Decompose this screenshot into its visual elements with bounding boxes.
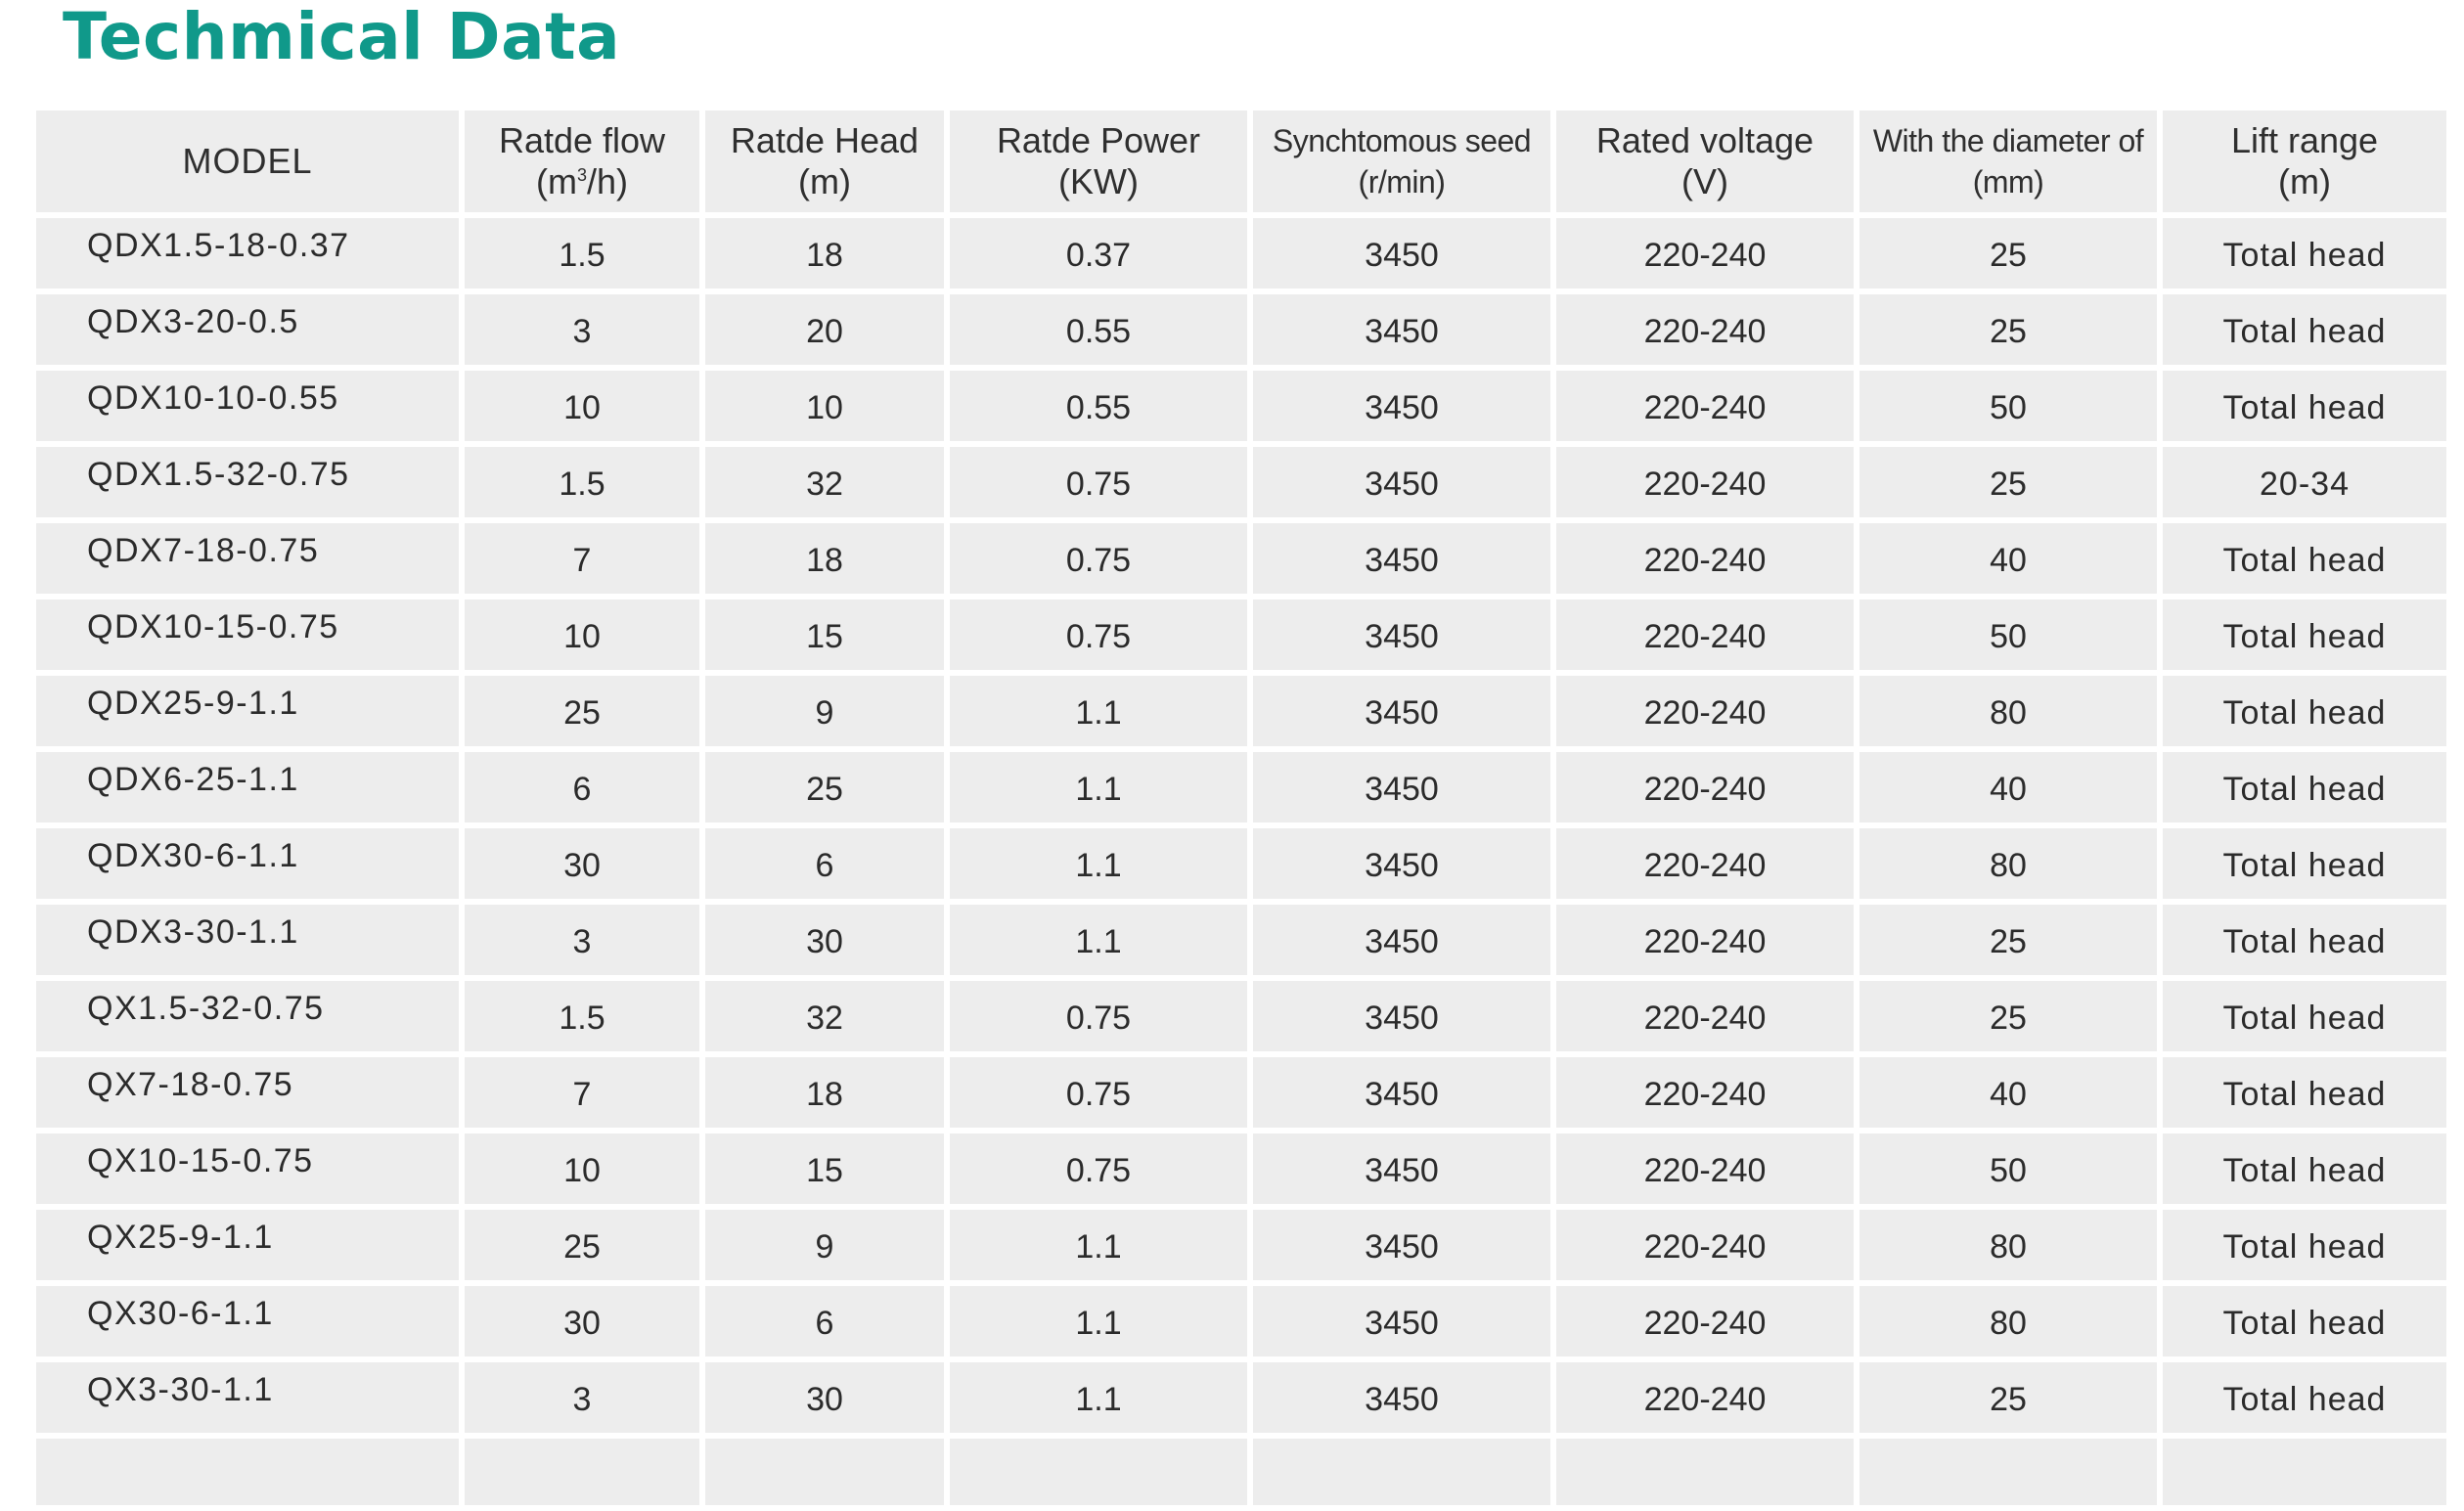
cell-flow: 30 — [465, 828, 699, 899]
header-flow-unit-post: /h) — [586, 161, 628, 201]
cell-model: QX1.5-32-0.75 — [36, 981, 459, 1051]
empty-cell — [1253, 1439, 1550, 1505]
cell-diameter: 25 — [1859, 294, 2157, 365]
cell-voltage: 220-240 — [1556, 371, 1854, 441]
cell-power: 0.75 — [950, 1057, 1247, 1128]
cell-voltage: 220-240 — [1556, 523, 1854, 594]
cell-head: 10 — [705, 371, 944, 441]
cell-voltage: 220-240 — [1556, 676, 1854, 746]
cell-diameter: 80 — [1859, 1210, 2157, 1280]
cell-model: QDX3-30-1.1 — [36, 905, 459, 975]
table-row — [36, 828, 2446, 899]
cell-lift: Total head — [2163, 523, 2446, 594]
cell-flow: 10 — [465, 600, 699, 670]
cell-speed: 3450 — [1253, 676, 1550, 746]
table-row-empty — [36, 1439, 2446, 1505]
cell-voltage: 220-240 — [1556, 294, 1854, 365]
cell-power: 0.75 — [950, 981, 1247, 1051]
cell-model: QDX7-18-0.75 — [36, 523, 459, 594]
cell-lift: 20-34 — [2163, 447, 2446, 517]
cell-flow: 3 — [465, 905, 699, 975]
cell-model: QDX25-9-1.1 — [36, 676, 459, 746]
table-row — [36, 676, 2446, 746]
cell-voltage: 220-240 — [1556, 1286, 1854, 1356]
cell-speed: 3450 — [1253, 1057, 1550, 1128]
cell-head: 30 — [705, 1362, 944, 1433]
cell-diameter: 80 — [1859, 1286, 2157, 1356]
cell-speed: 3450 — [1253, 1210, 1550, 1280]
header-lift-label: Lift range — [2230, 120, 2379, 160]
cell-flow: 1.5 — [465, 447, 699, 517]
cell-lift: Total head — [2163, 1286, 2446, 1356]
cell-lift: Total head — [2163, 294, 2446, 365]
cell-power: 1.1 — [950, 752, 1247, 822]
cell-voltage: 220-240 — [1556, 1210, 1854, 1280]
cell-model: QX30-6-1.1 — [36, 1286, 459, 1356]
cell-lift: Total head — [2163, 752, 2446, 822]
table-row — [36, 1286, 2446, 1356]
cell-speed: 3450 — [1253, 828, 1550, 899]
cell-diameter: 25 — [1859, 218, 2157, 289]
header-speed — [1253, 111, 1550, 212]
cell-head: 32 — [705, 981, 944, 1051]
cell-diameter: 50 — [1859, 1133, 2157, 1204]
cell-voltage: 220-240 — [1556, 828, 1854, 899]
cell-model: QDX1.5-32-0.75 — [36, 447, 459, 517]
header-power-unit: (KW) — [1058, 161, 1139, 201]
cell-flow: 7 — [465, 1057, 699, 1128]
cell-model: QX25-9-1.1 — [36, 1210, 459, 1280]
cell-flow: 10 — [465, 371, 699, 441]
header-flow-unit-sup: 3 — [576, 165, 587, 185]
table-row — [36, 1133, 2446, 1204]
cell-lift: Total head — [2163, 1362, 2446, 1433]
technical-data-table — [30, 105, 2452, 1511]
table-header — [36, 111, 2446, 212]
table-body — [36, 218, 2446, 1505]
cell-voltage: 220-240 — [1556, 752, 1854, 822]
header-head-unit: (m) — [798, 161, 851, 201]
cell-model: QDX6-25-1.1 — [36, 752, 459, 822]
table-row — [36, 905, 2446, 975]
cell-power: 1.1 — [950, 1362, 1247, 1433]
cell-speed: 3450 — [1253, 294, 1550, 365]
cell-power: 1.1 — [950, 905, 1247, 975]
cell-power: 0.75 — [950, 600, 1247, 670]
cell-diameter: 25 — [1859, 1362, 2157, 1433]
cell-head: 25 — [705, 752, 944, 822]
cell-model: QX10-15-0.75 — [36, 1133, 459, 1204]
cell-power: 0.75 — [950, 447, 1247, 517]
cell-power: 0.55 — [950, 294, 1247, 365]
cell-voltage: 220-240 — [1556, 600, 1854, 670]
cell-speed: 3450 — [1253, 905, 1550, 975]
cell-diameter: 25 — [1859, 447, 2157, 517]
cell-flow: 10 — [465, 1133, 699, 1204]
cell-power: 1.1 — [950, 676, 1247, 746]
cell-flow: 1.5 — [465, 218, 699, 289]
cell-model: QDX10-15-0.75 — [36, 600, 459, 670]
cell-lift: Total head — [2163, 981, 2446, 1051]
table-row — [36, 981, 2446, 1051]
cell-lift: Total head — [2163, 600, 2446, 670]
table-row — [36, 523, 2446, 594]
cell-power: 0.55 — [950, 371, 1247, 441]
cell-lift: Total head — [2163, 218, 2446, 289]
header-model: MODEL — [36, 111, 459, 212]
table-row — [36, 1057, 2446, 1128]
cell-diameter: 25 — [1859, 905, 2157, 975]
empty-cell — [36, 1439, 459, 1505]
header-lift — [2163, 111, 2446, 212]
table-row — [36, 218, 2446, 289]
header-power-label: Ratde Power — [996, 120, 1201, 160]
cell-diameter: 40 — [1859, 752, 2157, 822]
cell-head: 15 — [705, 1133, 944, 1204]
cell-diameter: 40 — [1859, 523, 2157, 594]
cell-head: 15 — [705, 600, 944, 670]
cell-speed: 3450 — [1253, 1133, 1550, 1204]
cell-model: QDX10-10-0.55 — [36, 371, 459, 441]
cell-speed: 3450 — [1253, 218, 1550, 289]
cell-flow: 3 — [465, 1362, 699, 1433]
header-flow-label: Ratde flow — [498, 120, 666, 160]
empty-cell — [1556, 1439, 1854, 1505]
cell-power: 0.75 — [950, 523, 1247, 594]
table-row — [36, 294, 2446, 365]
cell-speed: 3450 — [1253, 981, 1550, 1051]
header-voltage-unit: (V) — [1681, 161, 1728, 201]
table-row — [36, 1210, 2446, 1280]
cell-flow: 7 — [465, 523, 699, 594]
cell-speed: 3450 — [1253, 523, 1550, 594]
cell-diameter: 80 — [1859, 828, 2157, 899]
cell-model: QX3-30-1.1 — [36, 1362, 459, 1433]
header-speed-label: Synchtomous seed — [1272, 123, 1532, 158]
header-flow — [465, 111, 699, 212]
cell-diameter: 80 — [1859, 676, 2157, 746]
cell-lift: Total head — [2163, 371, 2446, 441]
cell-power: 0.37 — [950, 218, 1247, 289]
header-head — [705, 111, 944, 212]
cell-model: QDX3-20-0.5 — [36, 294, 459, 365]
page-title: Techmical Data — [63, 0, 621, 74]
header-voltage-label: Rated voltage — [1595, 120, 1814, 160]
cell-model: QDX1.5-18-0.37 — [36, 218, 459, 289]
table-row — [36, 752, 2446, 822]
cell-lift: Total head — [2163, 676, 2446, 746]
cell-speed: 3450 — [1253, 447, 1550, 517]
header-flow-unit — [465, 161, 699, 202]
header-lift-unit: (m) — [2278, 161, 2331, 201]
cell-power: 1.1 — [950, 1286, 1247, 1356]
cell-power: 1.1 — [950, 828, 1247, 899]
cell-head: 18 — [705, 1057, 944, 1128]
cell-voltage: 220-240 — [1556, 1133, 1854, 1204]
header-row — [36, 111, 2446, 212]
cell-voltage: 220-240 — [1556, 447, 1854, 517]
cell-voltage: 220-240 — [1556, 981, 1854, 1051]
cell-head: 18 — [705, 523, 944, 594]
empty-cell — [950, 1439, 1247, 1505]
cell-lift: Total head — [2163, 1210, 2446, 1280]
cell-lift: Total head — [2163, 1057, 2446, 1128]
header-voltage — [1556, 111, 1854, 212]
cell-flow: 6 — [465, 752, 699, 822]
cell-model: QDX30-6-1.1 — [36, 828, 459, 899]
cell-flow: 25 — [465, 676, 699, 746]
cell-diameter: 50 — [1859, 600, 2157, 670]
header-diameter-unit: (mm) — [1972, 164, 2044, 200]
table-row — [36, 447, 2446, 517]
cell-head: 9 — [705, 1210, 944, 1280]
cell-head: 18 — [705, 218, 944, 289]
cell-head: 30 — [705, 905, 944, 975]
header-flow-unit-pre: (m — [535, 161, 577, 201]
cell-speed: 3450 — [1253, 371, 1550, 441]
cell-speed: 3450 — [1253, 752, 1550, 822]
cell-diameter: 25 — [1859, 981, 2157, 1051]
empty-cell — [1859, 1439, 2157, 1505]
cell-voltage: 220-240 — [1556, 1362, 1854, 1433]
cell-power: 0.75 — [950, 1133, 1247, 1204]
cell-head: 6 — [705, 828, 944, 899]
cell-diameter: 40 — [1859, 1057, 2157, 1128]
header-power — [950, 111, 1247, 212]
cell-flow: 1.5 — [465, 981, 699, 1051]
cell-speed: 3450 — [1253, 600, 1550, 670]
cell-model: QX7-18-0.75 — [36, 1057, 459, 1128]
header-speed-unit: (r/min) — [1358, 164, 1446, 200]
cell-flow: 3 — [465, 294, 699, 365]
cell-lift: Total head — [2163, 828, 2446, 899]
cell-lift: Total head — [2163, 905, 2446, 975]
header-head-label: Ratde Head — [730, 120, 919, 160]
table-row — [36, 371, 2446, 441]
cell-head: 32 — [705, 447, 944, 517]
cell-flow: 30 — [465, 1286, 699, 1356]
cell-diameter: 50 — [1859, 371, 2157, 441]
cell-voltage: 220-240 — [1556, 218, 1854, 289]
empty-cell — [465, 1439, 699, 1505]
empty-cell — [705, 1439, 944, 1505]
table-row — [36, 1362, 2446, 1433]
header-diameter-label: With the diameter of — [1872, 123, 2144, 158]
cell-speed: 3450 — [1253, 1286, 1550, 1356]
cell-head: 9 — [705, 676, 944, 746]
cell-lift: Total head — [2163, 1133, 2446, 1204]
table-row — [36, 600, 2446, 670]
cell-head: 20 — [705, 294, 944, 365]
cell-power: 1.1 — [950, 1210, 1247, 1280]
cell-voltage: 220-240 — [1556, 1057, 1854, 1128]
header-diameter — [1859, 111, 2157, 212]
cell-voltage: 220-240 — [1556, 905, 1854, 975]
cell-speed: 3450 — [1253, 1362, 1550, 1433]
cell-head: 6 — [705, 1286, 944, 1356]
cell-flow: 25 — [465, 1210, 699, 1280]
empty-cell — [2163, 1439, 2446, 1505]
